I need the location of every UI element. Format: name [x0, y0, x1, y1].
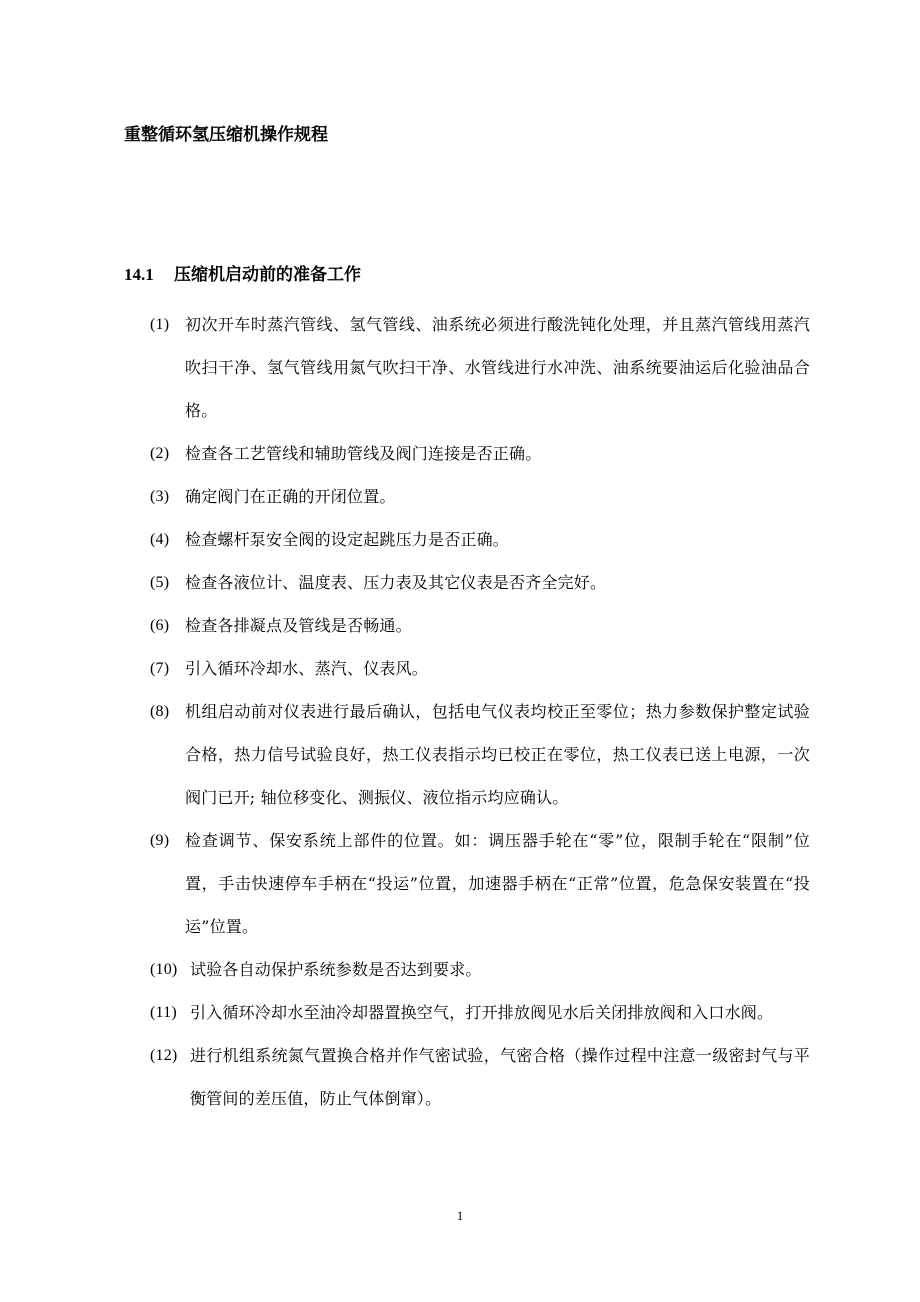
list-item: [150, 604, 810, 647]
item-marker: (2): [150, 445, 170, 462]
item-text: 检查各液位计、温度表、压力表及其它仪表是否齐全完好。: [185, 573, 607, 592]
document-title: 重整循环氢压缩机操作规程: [124, 125, 328, 145]
list-item: [150, 561, 810, 604]
item-marker: (8): [150, 703, 170, 720]
item-marker: (10): [150, 961, 178, 978]
section-number: 14.1: [124, 265, 154, 284]
item-marker: (9): [150, 832, 170, 849]
list-item: [150, 475, 810, 518]
page-number: 1: [456, 1208, 464, 1223]
item-text: 检查调节、保安系统上部件的位置。如：调压器手轮在“零”位，限制手轮在“限制”位置，手击快速停车手柄在“投运”位置，加速器手柄在“正常”位置，危急保安装置在“投运”位置。: [185, 831, 810, 936]
item-marker: (1): [150, 316, 170, 333]
item-text: 检查螺杆泵安全阀的设定起跳压力是否正确。: [185, 530, 510, 549]
item-text: 试验各自动保护系统参数是否达到要求。: [190, 960, 482, 979]
section-heading: [124, 261, 361, 289]
list-item: [150, 518, 810, 561]
item-text: 机组启动前对仪表进行最后确认，包括电气仪表均校正至零位；热力参数保护整定试验合格，热力信号试验良好，热工仪表指示均已校正在零位，热工仪表已送上电源，一次阀门已开; 轴位移变化、测振仪、液位指示均应确认。: [185, 702, 810, 807]
item-text: 引入循环冷却水至油冷却器置换空气，打开排放阀见水后关闭排放阀和入口水阀。: [190, 1003, 774, 1022]
list-item: [150, 647, 810, 690]
item-text: 确定阀门在正确的开闭位置。: [185, 487, 396, 506]
item-marker: (6): [150, 617, 170, 634]
item-marker: (7): [150, 660, 170, 677]
item-text: 初次开车时蒸汽管线、氢气管线、油系统必须进行酸洗钝化处理，并且蒸汽管线用蒸汽吹扫干净、氢气管线用氮气吹扫干净、水管线进行水冲洗、油系统要油运后化验油品合格。: [185, 315, 810, 420]
item-marker: (5): [150, 574, 170, 591]
list-item: [150, 1034, 810, 1120]
item-marker: (4): [150, 531, 170, 548]
list-item: [150, 948, 810, 991]
section-heading-text: 压缩机启动前的准备工作: [174, 265, 361, 285]
list-item: [150, 690, 810, 819]
item-text: 检查各排凝点及管线是否畅通。: [185, 616, 412, 635]
list-item: [150, 303, 810, 432]
item-text: 检查各工艺管线和辅助管线及阀门连接是否正确。: [185, 444, 542, 463]
list-item: [150, 432, 810, 475]
procedure-list: [150, 303, 810, 1120]
item-marker: (3): [150, 488, 170, 505]
item-text: 引入循环冷却水、蒸汽、仪表风。: [185, 659, 429, 678]
list-item: [150, 991, 810, 1034]
item-text: 进行机组系统氮气置换合格并作气密试验，气密合格（操作过程中注意一级密封气与平衡管间的差压值，防止气体倒窜）。: [190, 1046, 810, 1108]
item-marker: (11): [150, 1004, 177, 1021]
list-item: [150, 819, 810, 948]
item-marker: (12): [150, 1047, 178, 1064]
